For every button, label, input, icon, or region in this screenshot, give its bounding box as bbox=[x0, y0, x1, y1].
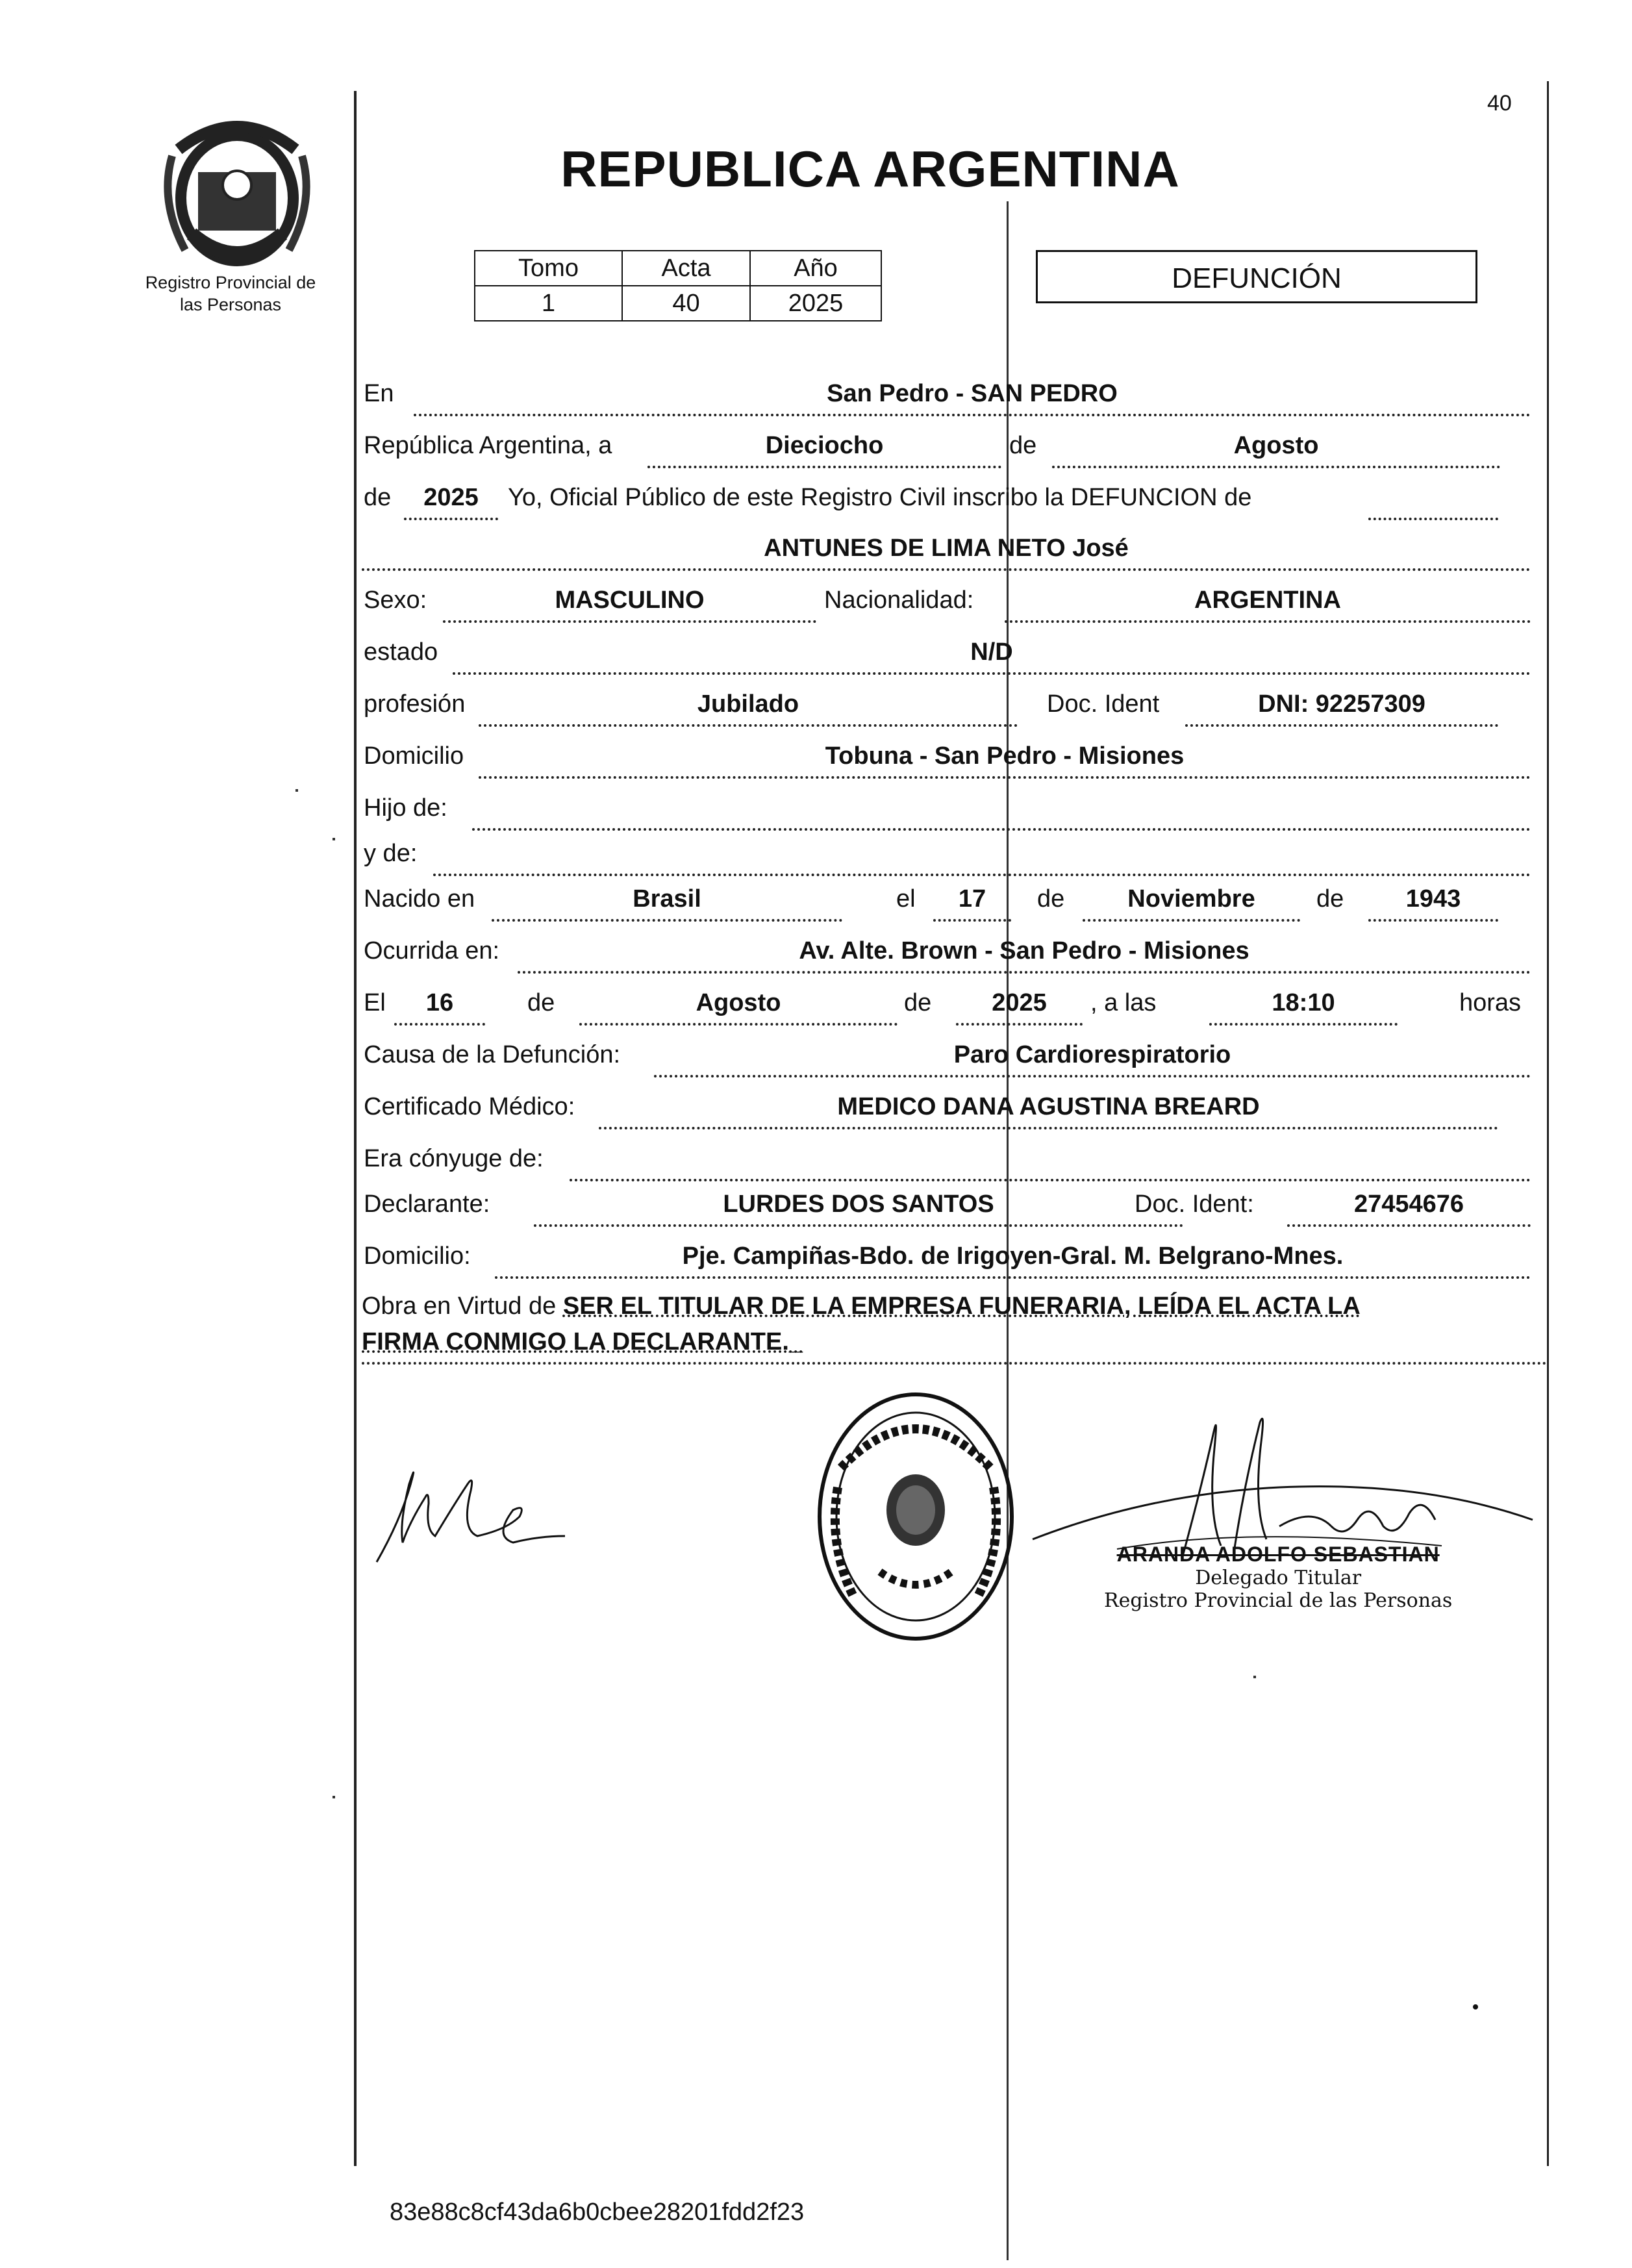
page-number: 40 bbox=[1487, 91, 1512, 116]
row-date bbox=[362, 432, 1531, 473]
left-margin-line bbox=[354, 91, 357, 2166]
nationality-value: ARGENTINA bbox=[1005, 586, 1531, 623]
record-reference-table bbox=[474, 250, 882, 321]
profesion-label: profesión bbox=[364, 690, 466, 718]
row-cause bbox=[362, 1041, 1531, 1083]
de4-label: de bbox=[1316, 885, 1344, 913]
mother-value bbox=[433, 840, 1531, 876]
obra-line-1 bbox=[362, 1292, 1361, 1320]
official-organization: Registro Provincial de las Personas bbox=[1104, 1589, 1453, 1612]
row-spouse bbox=[362, 1145, 1531, 1187]
domicilio-label: Domicilio bbox=[364, 742, 464, 770]
acta-value: 40 bbox=[622, 286, 750, 321]
de2-label: de bbox=[364, 484, 392, 511]
birthplace-value: Brasil bbox=[492, 885, 842, 922]
row-birth bbox=[362, 885, 1531, 927]
el2-label: El bbox=[364, 989, 386, 1016]
birth-month-value: Noviembre bbox=[1083, 885, 1300, 922]
anio-header: Año bbox=[750, 251, 881, 286]
stray-speck bbox=[295, 789, 298, 792]
right-margin-line bbox=[1547, 81, 1549, 2166]
medical-certificate-value: MEDICO DANA AGUSTINA BREARD bbox=[599, 1093, 1498, 1129]
row-civil-status bbox=[362, 638, 1531, 680]
tomo-value: 1 bbox=[475, 286, 622, 321]
profession-value: Jubilado bbox=[479, 690, 1018, 727]
spouse-value bbox=[570, 1145, 1531, 1181]
row-father bbox=[362, 794, 1531, 836]
certificado-label: Certificado Médico: bbox=[364, 1093, 575, 1120]
de6-label: de bbox=[904, 989, 932, 1016]
row-death-date bbox=[362, 989, 1531, 1031]
row-declarant bbox=[362, 1191, 1531, 1232]
doc-ident-label: Doc. Ident bbox=[1047, 690, 1160, 718]
place-of-death-value: Av. Alte. Brown - San Pedro - Misiones bbox=[518, 937, 1531, 974]
official-signature bbox=[1020, 1409, 1539, 1559]
registry-name-line1: Registro Provincial de bbox=[145, 273, 316, 292]
birth-day-value: 17 bbox=[933, 885, 1011, 922]
death-time-value: 18:10 bbox=[1209, 989, 1398, 1026]
registry-name bbox=[110, 271, 351, 316]
declarant-domicile-value: Pje. Campiñas-Bdo. de Irigoyen-Gral. M. Belgrano-Mnes. bbox=[495, 1242, 1531, 1279]
death-year-value: 2025 bbox=[956, 989, 1083, 1026]
yo-text: Yo, Oficial Público de este Registro Civil inscribo la DEFUNCION de bbox=[508, 484, 1252, 511]
declarante-label: Declarante: bbox=[364, 1191, 490, 1218]
stray-speck bbox=[333, 838, 335, 840]
document-hash: 83e88c8cf43da6b0cbee28201fdd2f23 bbox=[390, 2199, 805, 2226]
deceased-dni-value: DNI: 92257309 bbox=[1185, 690, 1498, 727]
obra-underline bbox=[362, 1362, 1547, 1365]
causa-label: Causa de la Defunción: bbox=[364, 1041, 621, 1068]
domicile-value: Tobuna - San Pedro - Misiones bbox=[479, 742, 1531, 779]
decl-doc-label: Doc. Ident: bbox=[1135, 1191, 1254, 1218]
declarant-signature bbox=[364, 1439, 584, 1575]
row-deceased-name bbox=[362, 535, 1531, 576]
declarant-doc-value: 27454676 bbox=[1287, 1191, 1531, 1227]
yo-blank bbox=[1368, 484, 1498, 520]
row-place bbox=[362, 380, 1531, 422]
ocurrida-label: Ocurrida en: bbox=[364, 937, 500, 964]
en-label: En bbox=[364, 380, 394, 407]
anio-value: 2025 bbox=[750, 286, 881, 321]
official-role: Delegado Titular bbox=[1195, 1567, 1362, 1589]
declarant-name-value: LURDES DOS SANTOS bbox=[534, 1191, 1183, 1227]
row-year bbox=[362, 484, 1531, 525]
de5-label: de bbox=[527, 989, 555, 1016]
estado-label: estado bbox=[364, 638, 438, 666]
place-value: San Pedro - SAN PEDRO bbox=[414, 380, 1531, 416]
cause-of-death-value: Paro Cardiorespiratorio bbox=[654, 1041, 1531, 1077]
stray-speck bbox=[1253, 1676, 1256, 1678]
row-mother bbox=[362, 840, 1531, 881]
de3-label: de bbox=[1037, 885, 1065, 913]
document-title: REPUBLICA ARGENTINA bbox=[560, 140, 1180, 197]
yde-label: y de: bbox=[364, 840, 418, 867]
el-label: el bbox=[896, 885, 916, 913]
registry-name-line2: las Personas bbox=[179, 295, 282, 314]
obra-text-line1: SER EL TITULAR DE LA EMPRESA FUNERARIA, LEÍDA EL ACTA LA bbox=[562, 1292, 1361, 1320]
death-month-value: Agosto bbox=[579, 989, 898, 1026]
registration-day: Dieciocho bbox=[647, 432, 1001, 468]
nacionalidad-label: Nacionalidad: bbox=[824, 586, 974, 614]
obra-line-2 bbox=[362, 1328, 803, 1356]
official-stamp bbox=[815, 1390, 1016, 1643]
death-day-value: 16 bbox=[394, 989, 485, 1026]
row-place-of-death bbox=[362, 937, 1531, 979]
hijo-label: Hijo de: bbox=[364, 794, 447, 822]
horas-label: horas bbox=[1459, 989, 1522, 1016]
tomo-header: Tomo bbox=[475, 251, 622, 286]
de-label: de bbox=[1009, 432, 1037, 459]
nacido-label: Nacido en bbox=[364, 885, 475, 913]
alas-label: , a las bbox=[1090, 989, 1157, 1016]
official-name: ARANDA ADOLFO SEBASTIAN bbox=[1116, 1543, 1440, 1566]
registration-month: Agosto bbox=[1052, 432, 1500, 468]
stray-speck bbox=[333, 1796, 335, 1798]
sexo-label: Sexo: bbox=[364, 586, 427, 614]
civil-status-value: N/D bbox=[453, 638, 1531, 675]
conyuge-label: Era cónyuge de: bbox=[364, 1145, 544, 1172]
row-declarant-domicile bbox=[362, 1242, 1531, 1284]
row-domicile bbox=[362, 742, 1531, 784]
official-signature-block bbox=[1104, 1543, 1452, 1612]
birth-year-value: 1943 bbox=[1368, 885, 1498, 922]
row-certificate bbox=[362, 1093, 1531, 1135]
domicilio2-label: Domicilio: bbox=[364, 1242, 471, 1270]
provincial-seal-emblem bbox=[153, 110, 321, 279]
stray-dot bbox=[1473, 2004, 1478, 2010]
registration-year: 2025 bbox=[404, 484, 498, 520]
record-type-box: DEFUNCIÓN bbox=[1036, 250, 1477, 303]
row-profession bbox=[362, 690, 1531, 732]
sex-value: MASCULINO bbox=[443, 586, 816, 623]
obra-text-line2: FIRMA CONMIGO LA DECLARANTE._ bbox=[362, 1328, 803, 1355]
row-sex-nationality bbox=[362, 586, 1531, 628]
acta-header: Acta bbox=[622, 251, 750, 286]
deceased-name: ANTUNES DE LIMA NETO José bbox=[362, 535, 1531, 571]
obra-label: Obra en Virtud de bbox=[362, 1292, 557, 1320]
father-value bbox=[472, 794, 1531, 831]
republica-label: República Argentina, a bbox=[364, 432, 612, 459]
